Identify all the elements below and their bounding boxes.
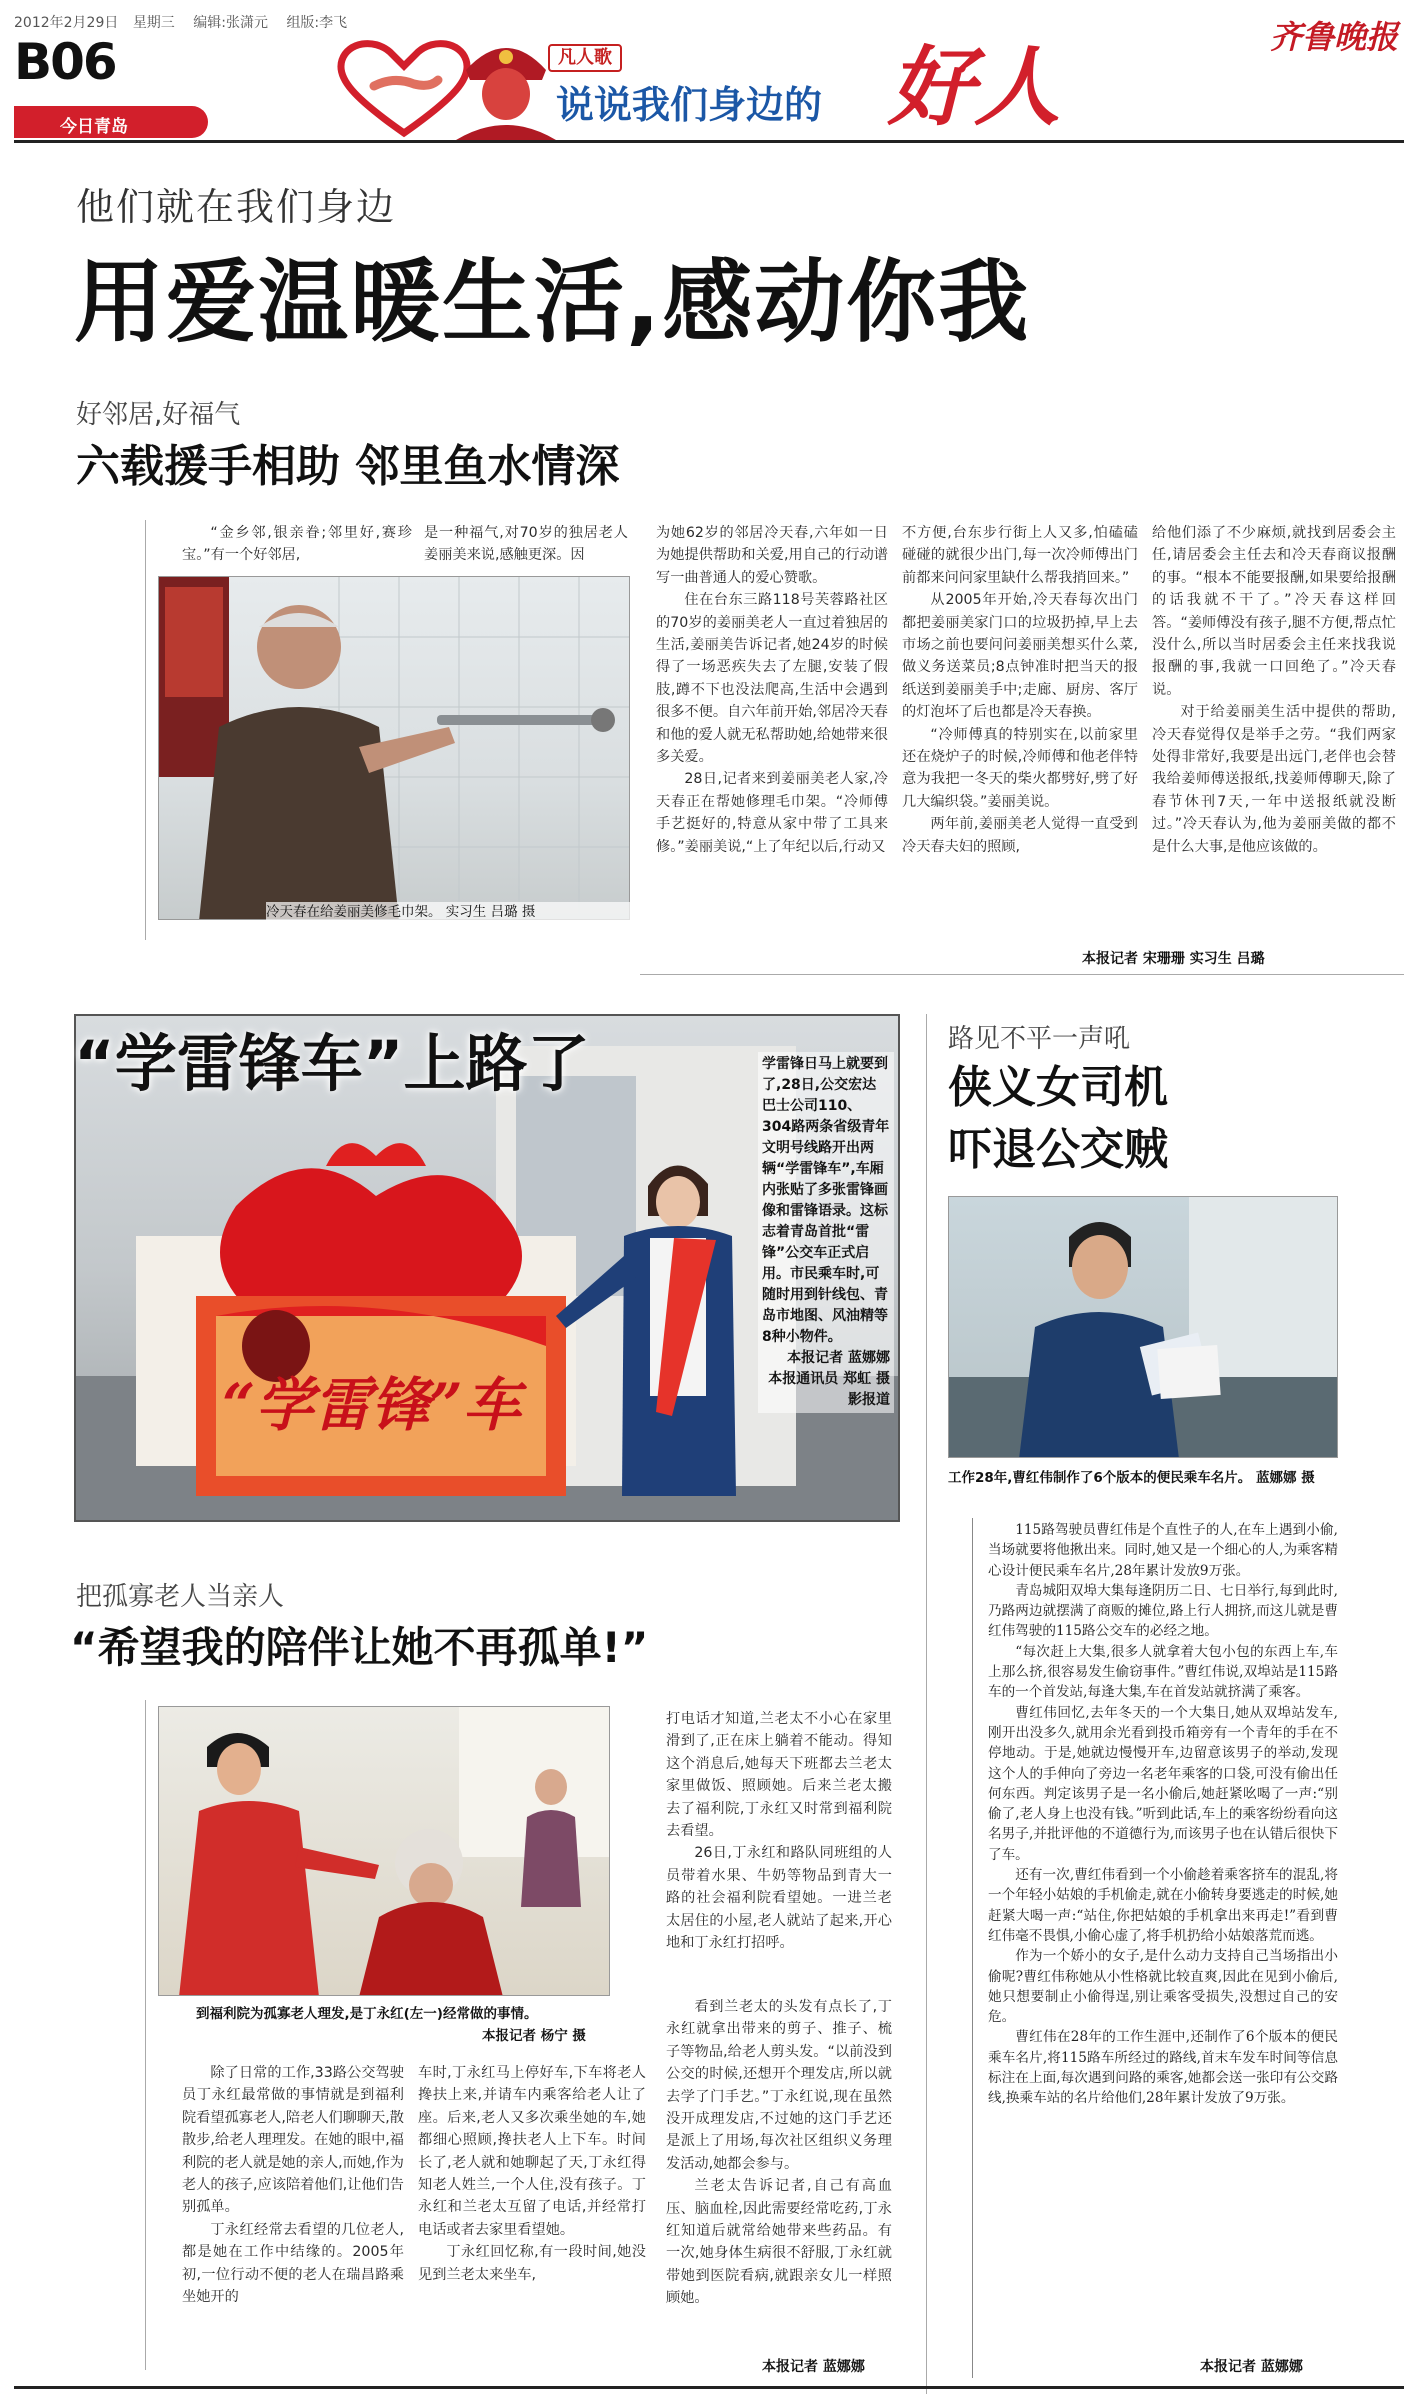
story3-left-divider [145,1700,146,2370]
story1-col4 [902,522,1138,858]
feature-photo-credit-a: 本报记者 蓝娜娜 [787,1350,890,1366]
feature-photo-text: 学雷锋日马上就要到了,28日,公交宏达巴士公司110、304路两条省级青年文明号线路开出两辆“学雷锋车”,车厢内张贴了多张雷锋画像和雷锋语录。这标志着青岛首批“雷锋”公交车正式启用。市民乘车时,可随时用到针线包、青岛市地图、风油精等8种小物件。 [762,1056,890,1345]
story3-col2 [418,2062,646,2286]
story1-col3 [656,522,888,858]
story3-byline: 本报记者 蓝娜娜 [762,2359,865,2375]
story1-col3-p3: 28日,记者来到姜丽美老人家,冷天春正在帮她修理毛巾架。“冷师傅手艺挺好的,特意从家中带了工具来修。”姜丽美说,“上了年纪以后,行动又 [656,771,888,855]
editor-credit: 编辑:张潇元 [193,15,268,31]
story1-photo-scene [159,577,630,920]
story2-p3: “每次赶上大集,很多人就拿着大包小包的东西上车,车上那么挤,很容易发生偷窃事件。”曹红伟说,双埠站是115路车的一个首发站,每逢大集,车在首发站就挤满了乘客。 [988,1643,1338,1701]
issue-date: 2012年2月29日 [14,15,119,31]
story1-byline: 本报记者 宋珊珊 实习生 吕璐 [1082,951,1265,967]
banner-small-tag [548,44,622,72]
banner-small-text: 凡人歌 [558,47,612,68]
story3-col2-p2: 丁永红回忆称,有一段时间,她没见到兰老太来坐车, [418,2244,646,2283]
story1-photo [158,576,630,920]
story1-col5-p1: 给他们添了不少麻烦,就找到居委会主任,请居委会主任去和冷天春商议报酬的事。“根本不能要报酬,如果要给报酬的话我就不干了。”冷天春这样回答。“姜师傅没有孩子,腿不方便,帮点忙没什么,所以当时居委会主任来找我说报酬的事,我就一口回绝了。”冷天春说。 [1152,525,1396,698]
story3-col3-p2: 26日,丁永红和路队同班组的人员带着水果、牛奶等物品到青大一路的社会福利院看望她。一进兰老太居住的小屋,老人就站了起来,开心地和丁永红打招呼。 [666,1845,892,1952]
story2-photo-scene [949,1197,1338,1458]
banner-title-a: 说说我们身边的 [556,83,823,127]
story2-p5: 还有一次,曹红伟看到一个小偷趁着乘客挤车的混乱,将一个年轻小姑娘的手机偷走,就在小偷转身要逃走的时候,她赶紧大喝一声:“站住,你把姑娘的手机拿出来再走!”看到曹红伟毫不畏惧,小偷心虚了,将手机扔给小姑娘落荒而逃。 [988,1867,1338,1944]
feature-headline: “学雷锋车”上路了 [74,1027,590,1100]
story1-col4-p2: 从2005年开始,冷天春每次出门都把姜丽美家门口的垃圾扔掉,早上去市场之前也要问问姜丽美想买什么菜,做义务送菜员;8点钟准时把当天的报纸送到姜丽美手中;走廊、厨房、客厅的灯泡坏了后也都是冷天春换。 [902,592,1138,721]
story1-col1 [182,522,412,567]
story1-col2 [424,522,628,567]
story3-col1-p2: 丁永红经常去看望的几位老人,都是她在工作中结缘的。2005年初,一位行动不便的老人在瑞昌路乘坐她开的 [182,2221,404,2306]
lead-kicker: 他们就在我们身边 [76,185,397,229]
story3-photo-caption-a: 到福利院为孤寡老人理发,是丁永红(左一)经常做的事情。 [196,2006,538,2022]
story2-headline-b: 吓退公交贼 [948,1124,1168,1175]
story2-p7: 曹红伟在28年的工作生涯中,还制作了6个版本的便民乘车名片,将115路车所经过的路线,首末车发车时间等信息标注在上面,每次遇到问路的乘客,她都会送一张印有公交路线,换乘车站的名片给他们,28年累计发放了9万张。 [988,2029,1338,2107]
issue-weekday: 星期三 [132,15,175,31]
feature-photo-credit-b: 本报通讯员 郑虹 摄影报道 [768,1371,890,1408]
story1-col1-text: “金乡邻,银亲眷;邻里好,赛珍宝。”有一个好邻居, [182,525,412,564]
story2-left-divider [926,1014,927,2394]
story1-left-divider [145,520,146,940]
feature-sign-text: “学雷锋”车 [222,1371,521,1439]
story3-col4-p1: 看到兰老太的头发有点长了,丁永红就拿出带来的剪子、推子、梳子等物品,给老人剪头发。“以前没到公交的时候,还想开个理发店,所以就去学了门手艺。”丁永红说,现在虽然没开成理发店,不过她的这门手艺还是派上了用场,每次社区组织义务理发活动,她都会参与。 [666,1999,892,2172]
story1-kicker: 好邻居,好福气 [76,400,241,430]
story1-col3-p2: 住在台东三路118号芙蓉路社区的70岁的姜丽美老人一直过着独居的生活,姜丽美告诉记者,她24岁的时候得了一场恶疾失去了左腿,安装了假肢,蹲不下也没法爬高,生活中会遇到很多不便。自六年前开始,邻居冷天春和他的爱人就无私帮助她,给她带来很多关爱。 [656,592,888,766]
story3-col3-p1: 打电话才知道,兰老太不小心在家里滑到了,正在床上躺着不能动。得知这个消息后,她每天下班都去兰老太家里做饭、照顾她。后来兰老太搬去了福利院,丁永红又时常到福利院去看望。 [666,1711,892,1840]
banner-title-b: 好人 [888,37,1060,138]
masthead-date-line [14,12,347,32]
story3-photo [158,1706,610,1996]
masthead-rule [14,140,1404,143]
story1-col3-p1: 为她62岁的邻居冷天春,六年如一日为她提供帮助和关爱,用自己的行动谱写一曲普通人的爱心赞歌。 [656,525,888,586]
story1-col4-p3: “冷师傅真的特别实在,以前家里还在烧炉子的时候,冷师傅和他老伴特意为我把一冬天的柴火都劈好,劈了好几大编织袋。”姜丽美说。 [902,726,1138,810]
story3-photo-caption-b: 本报记者 杨宁 摄 [482,2028,586,2044]
story3-col2-p1: 车时,丁永红马上停好车,下车将老人搀扶上来,并请车内乘客给老人让了座。后来,老人又多次乘坐她的车,她都细心照顾,搀扶老人上下车。时间长了,老人就和她聊起了天,丁永红得知老人姓兰,一个人住,没有孩子。丁永红和兰老太互留了电话,并经常打电话或者去家里看望她。 [418,2065,646,2238]
layout-credit: 组版:李飞 [286,15,348,31]
paper-name-logo: 齐鲁晚报 [1270,18,1399,56]
story2-byline: 本报记者 蓝娜娜 [1200,2359,1303,2375]
story2-body [988,1520,1338,2109]
story2-p1: 115路驾驶员曹红伟是个直性子的人,在车上遇到小偷,当场就要将他揪出来。同时,她又是一个细心的人,为乘客精心设计便民乘车名片,28年累计发放9万张。 [988,1522,1338,1579]
story3-col4-p2: 兰老太告诉记者,自己有高血压、脑血栓,因此需要经常吃药,丁永红知道后就常给她带来些药品。有一次,她身体生病很不舒服,丁永红就带她到医院看病,就跟亲女儿一样照顾她。 [666,2178,892,2307]
story2-photo-caption: 工作28年,曹红伟制作了6个版本的便民乘车名片。 蓝娜娜 摄 [948,1470,1315,1486]
lead-headline: 用爱温暖生活,感动你我 [74,250,1031,355]
story1-col4-p1: 不方便,台东步行街上人又多,怕磕磕碰碰的就很少出门,每一次冷师傅出门前都来问问家里缺什么帮我捎回来。” [902,525,1138,586]
page-bottom-rule [14,2386,1404,2389]
story3-col1 [182,2062,404,2308]
story2-p2: 青岛城阳双埠大集每逢阴历二日、七日举行,每到此时,乃路两边就摆满了商贩的摊位,路上行人拥挤,而这儿就是曹红伟驾驶的115路公交车的必经之地。 [988,1582,1338,1640]
story1-photo-caption: 冷天春在给姜丽美修毛巾架。 实习生 吕璐 摄 [266,902,630,922]
story1-col5-p2: 对于给姜丽美生活中提供的帮助,冷天春觉得仅是举手之劳。“我们两家处得非常好,我要是出远门,老伴也会替我给姜师傅送报纸,找姜师傅聊天,除了春节休刊7天,一年中送报纸就没断过。”冷天春认为,他为姜丽美做的都不是什么大事,是他应该做的。 [1152,704,1396,855]
story3-col4 [666,1996,892,2310]
story1-col2-text: 是一种福气,对70岁的独居老人姜丽美来说,感触更深。因 [424,525,628,564]
story2-p6: 作为一个娇小的女子,是什么动力支持自己当场指出小偷呢?曹红伟称她从小性格就比较直爽,因此在见到小偷后,她只想要制止小偷得逞,别让乘客受损失,没想过自己的安危。 [988,1948,1338,2026]
story3-col1-p1: 除了日常的工作,33路公交驾驶员丁永红最常做的事情就是到福利院看望孤寡老人,陪老人们聊聊天,散散步,给老人理理发。在她的眼中,福利院的老人就是她的亲人,而她,作为老人的孩子,应该陪着他们,让他们告别孤单。 [182,2065,404,2216]
story2-headline-a: 侠义女司机 [948,1062,1168,1113]
story1-bottom-rule [640,974,1404,975]
page-number: B06 [14,33,116,91]
story1-headline: 六载援手相助 邻里鱼水情深 [76,441,620,492]
section-tag-label: 今日青岛 [60,117,128,137]
feature-photo-textbox [758,1052,894,1413]
story3-col3 [666,1708,892,1954]
story3-kicker: 把孤寡老人当亲人 [76,1582,285,1612]
story1-col4-p4: 两年前,姜丽美老人觉得一直受到冷天春夫妇的照顾, [902,816,1138,855]
story2-text-divider [972,1518,973,2378]
section-tag [14,106,208,138]
story2-photo [948,1196,1338,1458]
story1-col5 [1152,522,1396,858]
story3-photo-scene [159,1707,610,1996]
story2-kicker: 路见不平一声吼 [948,1024,1131,1054]
story2-p4: 曹红伟回忆,去年冬天的一个大集日,她从双埠站发车,刚开出没多久,就用余光看到投币箱旁有一个青年的手在不停地动。于是,她就边慢慢开车,边留意该男子的举动,发现这个人的手伸向了旁边一名老年乘客的口袋,可没有偷出任何东西。判定该男子是一名小偷后,她赶紧吆喝了一声:“别偷了,老人身上也没有钱。”听到此话,车上的乘客纷纷看向这名男子,并批评他的不道德行为,而该男子也在认错后很快下了车。 [988,1704,1338,1863]
story3-headline: “希望我的陪伴让她不再孤单!” [70,1623,649,1672]
